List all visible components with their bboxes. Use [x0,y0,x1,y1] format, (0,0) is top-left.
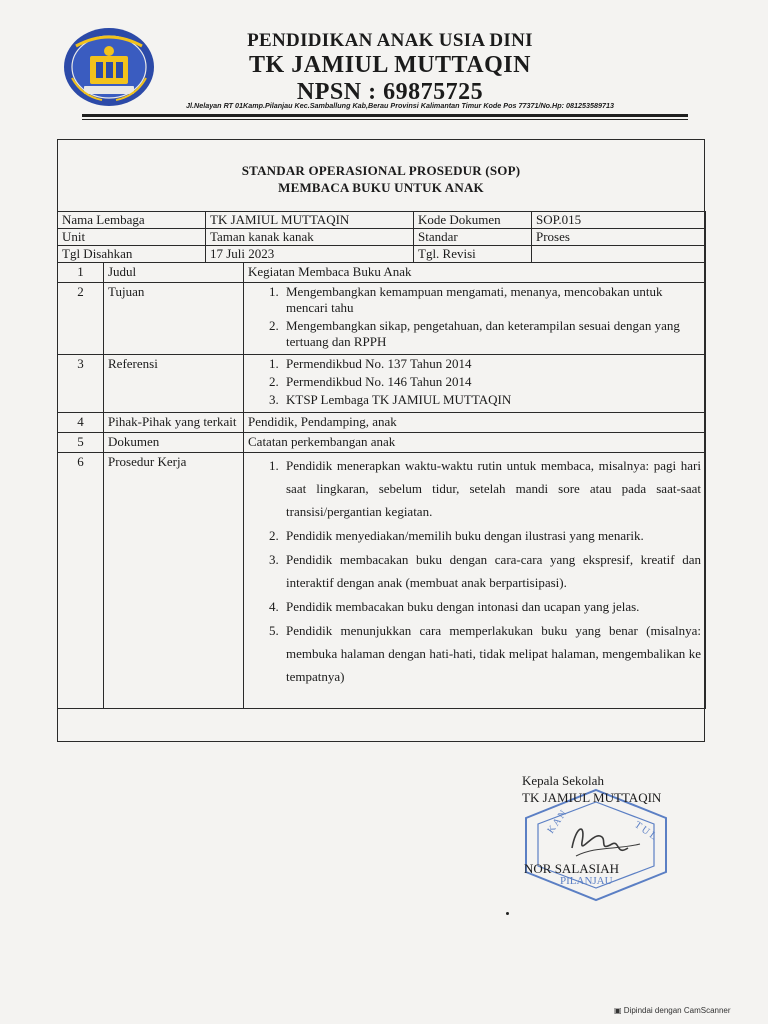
meta-label: Standar [414,229,532,246]
signature-school: TK JAMIUL MUTTAQIN [522,790,662,805]
sop-title-line-2: MEMBACA BUKU UNTUK ANAK [278,180,484,195]
row-value [244,453,706,709]
school-logo [62,26,156,108]
meta-value: 17 Juli 2023 [206,246,414,263]
table-row [58,413,706,433]
list-item: 2. Mengembangkan sikap, pengetahuan, dan keterampilan sesuai dengan yang tertuang dan RPPH [282,318,701,350]
row-label: Referensi [104,355,244,413]
meta-value [532,246,706,263]
list-item: 1. Permendikbud No. 137 Tahun 2014 [282,356,701,372]
row-number: 2 [58,283,104,355]
list-item: 2. Permendikbud No. 146 Tahun 2014 [282,374,701,390]
meta-row [58,246,706,263]
letterhead-address: Jl.Nelayan RT 01Kamp.Pilanjau Kec.Samballung Kab,Berau Provinsi Kalimantan Timur Kode Pos 77371/No.Hp: 081253589713 [186,101,614,110]
meta-value: Proses [532,229,706,246]
list-item: 3. KTSP Lembaga TK JAMIUL MUTTAQIN [282,392,701,408]
table-row [58,433,706,453]
meta-label: Tgl. Revisi [414,246,532,263]
sop-document-frame [57,139,705,742]
sop-content-table [57,262,706,709]
table-row [58,283,706,355]
camscanner-watermark [614,1006,731,1015]
row-number: 4 [58,413,104,433]
tujuan-list [248,284,701,350]
row-number: 6 [58,453,104,709]
meta-label: Nama Lembaga [58,212,206,229]
meta-label: Unit [58,229,206,246]
list-item: 1. Mengembangkan kemampuan mengamati, menanya, mencobakan untuk mencari tahu [282,284,701,316]
row-label: Pihak-Pihak yang terkait [104,413,244,433]
row-label: Judul [104,263,244,283]
letterhead-divider-thin [82,119,688,120]
row-label: Prosedur Kerja [104,453,244,709]
stamp-place: PILANJAU [560,875,613,887]
table-row [58,263,706,283]
sop-title-line-1: STANDAR OPERASIONAL PROSEDUR (SOP) [241,163,521,178]
row-number: 3 [58,355,104,413]
signature-role: Kepala Sekolah [522,773,604,788]
meta-label: Tgl Disahkan [58,246,206,263]
meta-value: SOP.015 [532,212,706,229]
svg-text:K A N: K A N [545,808,570,836]
row-number: 5 [58,433,104,453]
ink-dot [506,912,509,915]
camscanner-text: Dipindai dengan CamScanner [623,1006,731,1015]
list-item: 5. Pendidik menunjukkan cara memperlakukan buku yang benar (misalnya: membuka halaman dengan hati-hati, tidak melipat halaman, mengembalikan ke tempatnya) [282,619,701,688]
list-item: 3. Pendidik membacakan buku dengan cara-cara yang ekspresif, kreatif dan interaktif dengan anak (membuat anak berpartisipasi). [282,548,701,594]
row-label: Dokumen [104,433,244,453]
row-value [244,283,706,355]
row-value [244,355,706,413]
sop-meta-table [57,211,706,263]
letterhead [150,30,630,106]
letterhead-divider-thick [82,114,688,117]
list-item: 1. Pendidik menerapkan waktu-waktu rutin untuk membaca, misalnya: pagi hari saat lingkaran, sebelum tidur, setelah mandi sore atau pada saat-saat transisi/pergantian kegiatan. [282,454,701,523]
referensi-list [248,356,701,408]
table-row [58,453,706,709]
meta-value: Taman kanak kanak [206,229,414,246]
letterhead-line-1: PENDIDIKAN ANAK USIA DINI [247,30,533,51]
letterhead-school-name: TK JAMIUL MUTTAQIN [249,52,531,78]
row-label: Tujuan [104,283,244,355]
camscanner-icon: ▣ [614,1006,622,1015]
meta-row [58,212,706,229]
row-value: Kegiatan Membaca Buku Anak [244,263,706,283]
signature-name: NOR SALASIAH [524,861,619,876]
prosedur-list [248,454,701,688]
row-value: Pendidik, Pendamping, anak [244,413,706,433]
row-value: Catatan perkembangan anak [244,433,706,453]
table-row [58,355,706,413]
meta-row [58,229,706,246]
list-item: 4. Pendidik membacakan buku dengan intonasi dan ucapan yang jelas. [282,595,701,618]
meta-value: TK JAMIUL MUTTAQIN [206,212,414,229]
sop-title [58,162,704,196]
list-item: 2. Pendidik menyediakan/memilih buku dengan ilustrasi yang menarik. [282,524,701,547]
meta-label: Kode Dokumen [414,212,532,229]
row-number: 1 [58,263,104,283]
svg-text:T U L: T U L [632,819,659,843]
letterhead-npsn: NPSN : 69875725 [296,79,484,105]
